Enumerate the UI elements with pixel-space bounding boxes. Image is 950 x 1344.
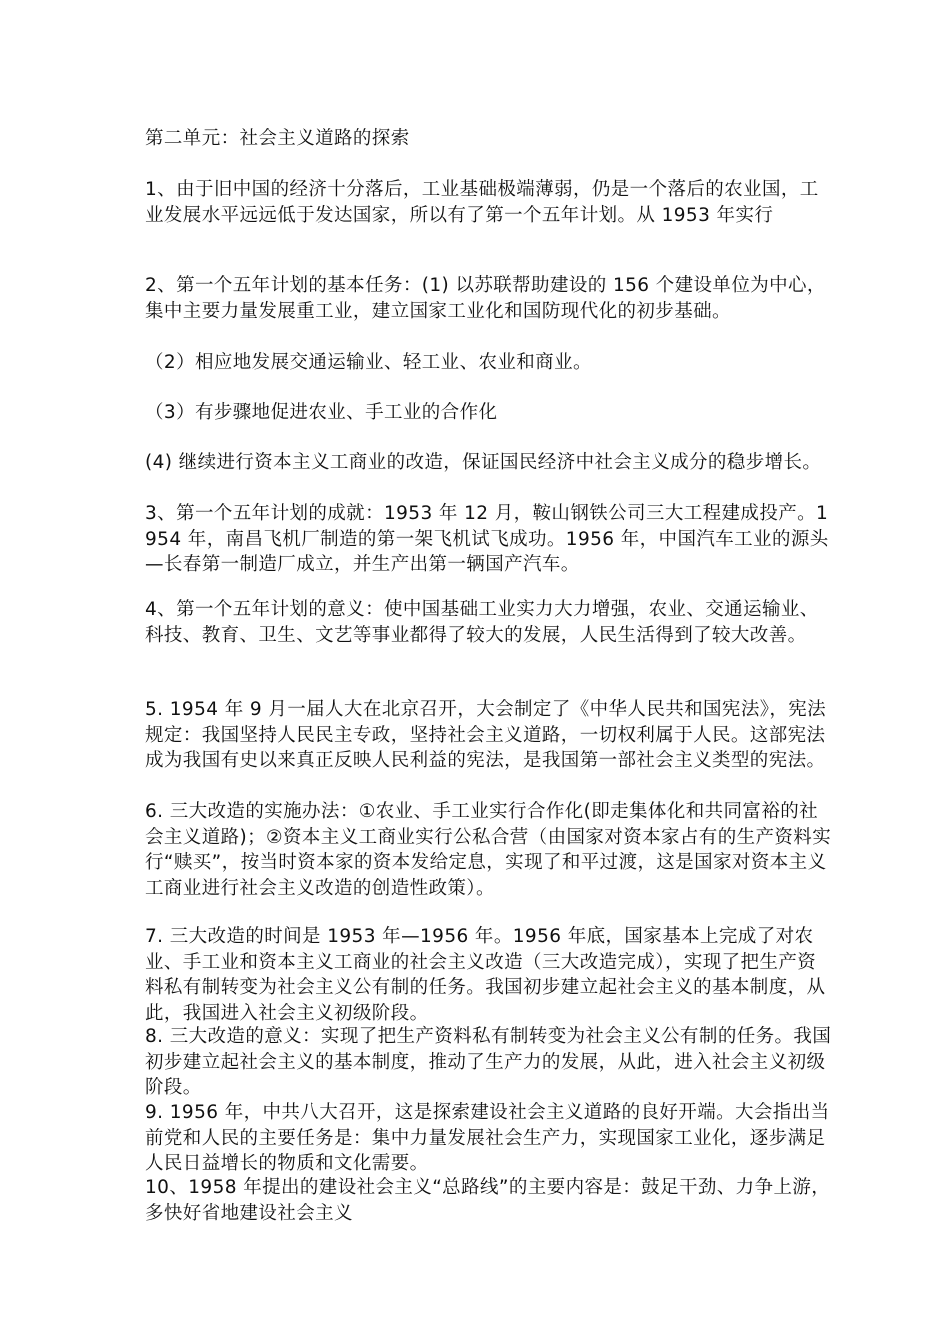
paragraph-10: 10、1958 年提出的建设社会主义“总路线”的主要内容是：鼓足干劲、力争上游，多快好省地建设社会主义 bbox=[145, 1177, 831, 1224]
paragraph-3: 3、第一个五年计划的成就：1953 年 12 月，鞍山钢铁公司三大工程建成投产。1954 年，南昌飞机厂制造的第一架飞机试飞成功。1956 年，中国汽车工业的源头—长春第一制造厂成立，并生产出第一辆国产汽车。 bbox=[145, 503, 829, 575]
paragraph-7: 7. 三大改造的时间是 1953 年—1956 年。1956 年底，国家基本上完成了对农业、手工业和资本主义工商业的社会主义改造（三大改造完成），实现了把生产资料私有制转变为社会主义公有制的任务。我国初步建立起社会主义的基本制度，从此，我国进入社会主义初级阶段。 bbox=[145, 926, 826, 1024]
paragraph-9: 9. 1956 年，中共八大召开，这是探索建设社会主义道路的良好开端。大会指出当前党和人民的主要任务是：集中力量发展社会生产力，实现国家工业化，逐步满足人民日益增长的物质和文化需要。 bbox=[145, 1102, 830, 1174]
paragraph-4: 4、第一个五年计划的意义：使中国基础工业实力大力增强，农业、交通运输业、科技、教育、卫生、文艺等事业都得了较大的发展，人民生活得到了较大改善。 bbox=[145, 599, 819, 646]
paragraph-2-item-2: （2）相应地发展交通运输业、轻工业、农业和商业。 bbox=[145, 352, 592, 373]
paragraph-6: 6. 三大改造的实施办法：①农业、手工业实行合作化(即走集体化和共同富裕的社会主义道路)；②资本主义工商业实行公私合营（由国家对资本家占有的生产资料实行“赎买”，按当时资本家的资本发给定息，实现了和平过渡，这是国家对资本主义工商业进行社会主义改造的创造性政策）。 bbox=[145, 801, 832, 899]
paragraph-2-item-4: (4) 继续进行资本主义工商业的改造，保证国民经济中社会主义成分的稳步增长。 bbox=[145, 452, 822, 473]
paragraph-8: 8. 三大改造的意义：实现了把生产资料私有制转变为社会主义公有制的任务。我国初步建立起社会主义的基本制度，推动了生产力的发展，从此，进入社会主义初级阶段。 bbox=[145, 1026, 832, 1098]
paragraph-2: 2、第一个五年计划的基本任务：(1) 以苏联帮助建设的 156 个建设单位为中心，集中主要力量发展重工业，建立国家工业化和国防现代化的初步基础。 bbox=[145, 275, 826, 322]
paragraph-5: 5. 1954 年 9 月一届人大在北京召开，大会制定了《中华人民共和国宪法》，宪法规定：我国坚持人民民主专政，坚持社会主义道路，一切权利属于人民。这部宪法成为我国有史以来真正反映人民利益的宪法，是我国第一部社会主义类型的宪法。 bbox=[145, 699, 827, 771]
paragraph-1: 1、由于旧中国的经济十分落后，工业基础极端薄弱，仍是一个落后的农业国，工业发展水平远远低于发达国家，所以有了第一个五年计划。从 1953 年实行 bbox=[145, 179, 819, 226]
paragraph-2-item-3: （3）有步骤地促进农业、手工业的合作化 bbox=[145, 402, 498, 423]
document-title: 第二单元：社会主义道路的探索 bbox=[145, 128, 410, 149]
